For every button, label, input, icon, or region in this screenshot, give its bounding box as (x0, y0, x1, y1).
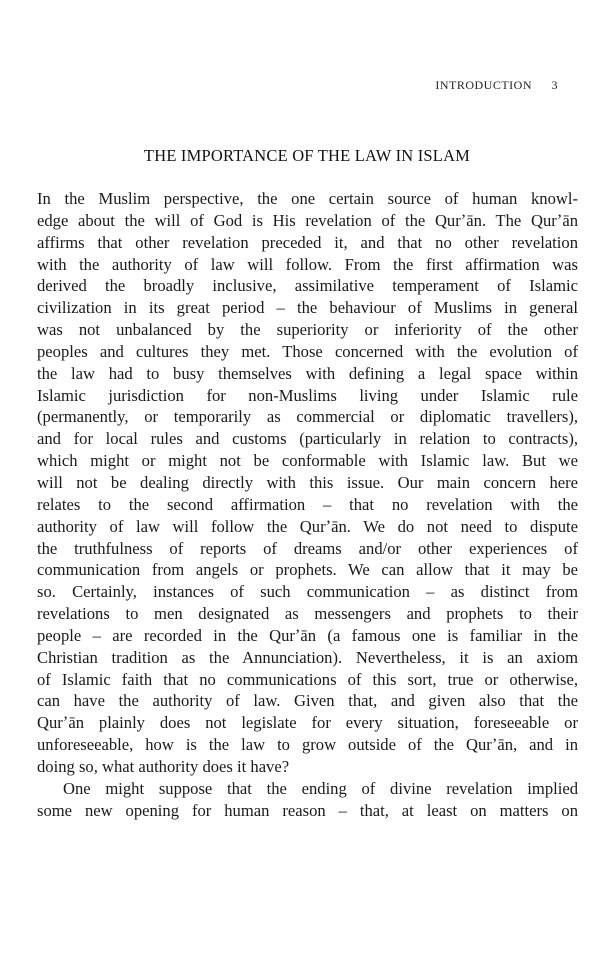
text-line: and for local rules and customs (particularly in relation to contracts), (37, 429, 578, 449)
text-line: Christian tradition as the Annunciation). Nevertheless, it is an axiom (37, 647, 578, 667)
text-line: derived the broadly inclusive, assimilative temperament of Islamic (37, 276, 578, 296)
text-line: doing so, what authority does it have? (37, 756, 290, 776)
section-title: THE IMPORTANCE OF THE LAW IN ISLAM (143, 146, 471, 165)
text-line: which might or might not be conformable with Islamic law. But we (37, 451, 578, 471)
text-line: affirms that other revelation preceded it, and that no other revelation (37, 232, 578, 252)
paragraph-1 (37, 188, 578, 778)
text-line: can have the authority of law. Given that, and given also that the (37, 691, 578, 711)
text-line: relates to the second affirmation – that no revelation with the (37, 494, 578, 514)
text-line: Islamic jurisdiction for non-Muslims living under Islamic rule (37, 385, 578, 405)
text-line: with the authority of law will follow. From the first affirmation was (37, 254, 578, 274)
page-number: 3 (551, 78, 558, 92)
text-line: communication from angels or prophets. We can allow that it may be (37, 560, 578, 580)
text-line: people – are recorded in the Qurʼān (a famous one is familiar in the (37, 625, 578, 645)
text-line: the truthfulness of reports of dreams and/or other experiences of (37, 538, 578, 558)
text-line: unforeseeable, how is the law to grow outside of the Qurʼān, and in (37, 735, 578, 755)
text-line: revelations to men designated as messengers and prophets to their (37, 604, 578, 624)
running-head (435, 78, 558, 93)
text-line: some new opening for human reason – that, at least on matters on (37, 800, 578, 820)
running-head-section: INTRODUCTION (435, 78, 532, 92)
text-line: will not be dealing directly with this issue. Our main concern here (37, 472, 578, 492)
text-line: edge about the will of God is His revelation of the Qurʼān. The Qurʼān (37, 210, 578, 230)
text-line: Qurʼān plainly does not legislate for every situation, foreseeable or (37, 713, 578, 733)
paragraph-2 (37, 778, 578, 822)
text-line: In the Muslim perspective, the one certain source of human knowl- (37, 189, 578, 208)
text-line: was not unbalanced by the superiority or inferiority of the other (37, 320, 578, 340)
text-line: One might suppose that the ending of divine revelation implied (63, 778, 578, 798)
text-line: authority of law will follow the Qurʼān. We do not need to dispute (37, 516, 578, 536)
text-line: (permanently, or temporarily as commercial or diplomatic travellers), (37, 407, 578, 427)
body-text (37, 188, 578, 821)
text-line: peoples and cultures they met. Those concerned with the evolution of (37, 341, 578, 361)
text-line: civilization in its great period – the behaviour of Muslims in general (37, 298, 578, 318)
text-line: so. Certainly, instances of such communication – as distinct from (37, 582, 578, 602)
text-line: the law had to busy themselves with defining a legal space within (37, 363, 578, 383)
text-line: of Islamic faith that no communications of this sort, true or otherwise, (37, 669, 578, 689)
